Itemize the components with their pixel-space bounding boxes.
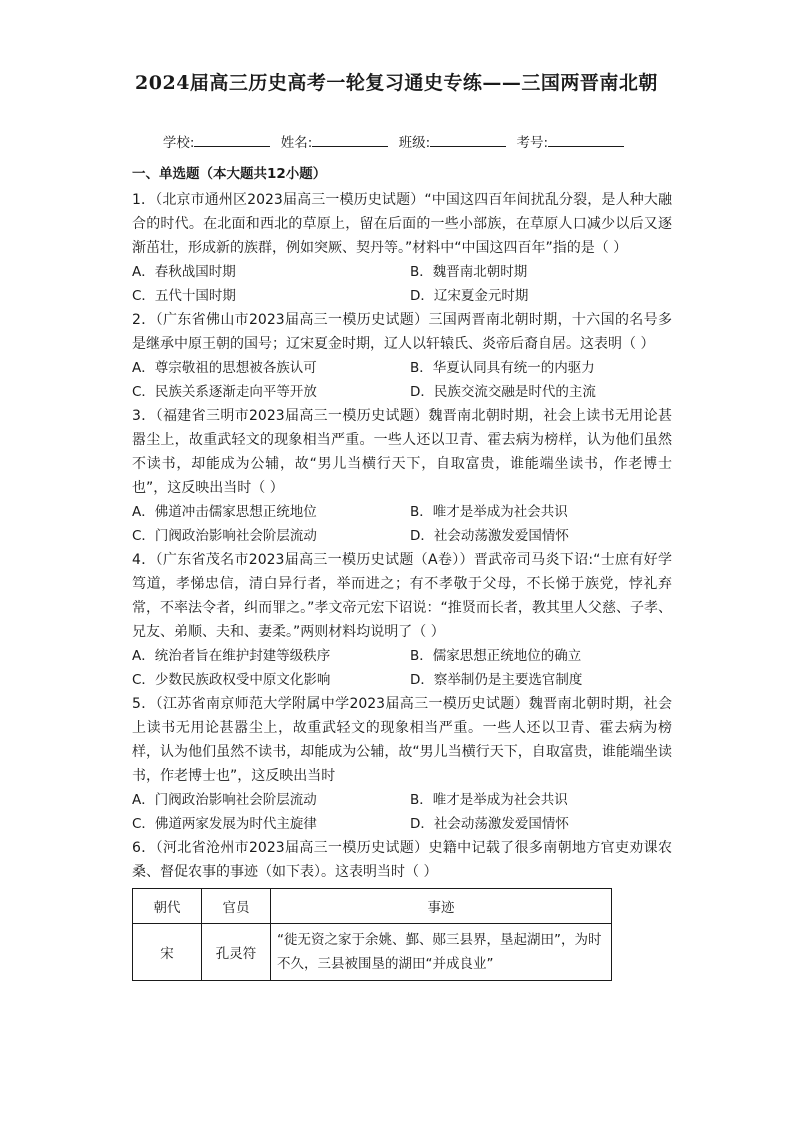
option-a[interactable]: A．统治者旨在维护封建等级秩序 bbox=[132, 648, 331, 664]
options bbox=[132, 788, 672, 836]
option-c[interactable]: C．五代十国时期 bbox=[132, 288, 236, 304]
options bbox=[132, 260, 672, 308]
option-a[interactable]: A．尊宗敬祖的思想被各族认可 bbox=[132, 360, 317, 376]
option-a[interactable]: A．佛道冲击儒家思想正统地位 bbox=[132, 504, 317, 520]
options bbox=[132, 644, 672, 692]
exam-no-blank[interactable] bbox=[548, 133, 624, 147]
option-b[interactable]: B．唯才是举成为社会共识 bbox=[410, 792, 568, 808]
class-blank[interactable] bbox=[430, 133, 506, 147]
option-d[interactable]: D．辽宋夏金元时期 bbox=[410, 288, 529, 304]
option-b[interactable]: B．华夏认同具有统一的内驱力 bbox=[410, 360, 595, 376]
question-stem: 1．（北京市通州区2023届高三一模历史试题）“中国这四百年间扰乱分裂，是人种大融合的时代。在北面和西北的草原上，留在后面的一些小部族，在草原人口减少以后又逐渐茁壮，形成新的族群，例如突厥、契丹等。”材料中“中国这四百年”指的是（ ） bbox=[132, 192, 672, 256]
options bbox=[132, 356, 672, 404]
header-deeds: 事迹 bbox=[271, 889, 612, 924]
question-1 bbox=[132, 188, 672, 308]
question-stem: 6．（河北省沧州市2023届高三一模历史试题）史籍中记载了很多南朝地方官吏劝课农桑、督促农事的事迹（如下表）。这表明当时（ ） bbox=[132, 840, 672, 880]
section-heading: 一、单选题（本大题共12小题） bbox=[132, 166, 327, 182]
option-a[interactable]: A．门阀政治影响社会阶层流动 bbox=[132, 792, 317, 808]
question-stem: 5．（江苏省南京师范大学附属中学2023届高三一模历史试题）魏晋南北朝时期，社会上读书无用论甚嚣尘上，故重武轻文的现象相当严重。一些人还以卫青、霍去病为榜样，认为他们虽然不读书，却能成为公辅，故“男儿当横行天下，自取富贵，谁能端坐读书，作老博士也”，这反映出当时 bbox=[132, 696, 672, 784]
option-c[interactable]: C．少数民族政权受中原文化影响 bbox=[132, 672, 331, 688]
options bbox=[132, 500, 672, 548]
question-4 bbox=[132, 548, 672, 692]
questions-container bbox=[132, 188, 672, 981]
question-3 bbox=[132, 404, 672, 548]
option-b[interactable]: B．魏晋南北朝时期 bbox=[410, 264, 528, 280]
cell-dynasty: 宋 bbox=[133, 924, 202, 981]
option-d[interactable]: D．社会动荡激发爱国情怀 bbox=[410, 816, 569, 832]
question-2 bbox=[132, 308, 672, 404]
school-label: 学校: bbox=[162, 135, 195, 151]
option-a[interactable]: A．春秋战国时期 bbox=[132, 264, 236, 280]
name-blank[interactable] bbox=[312, 133, 388, 147]
header-official: 官员 bbox=[202, 889, 271, 924]
student-info-line bbox=[0, 131, 793, 151]
page-title: 2024届高三历史高考一轮复习通史专练——三国两晋南北朝 bbox=[135, 72, 658, 94]
question-6 bbox=[132, 836, 672, 981]
option-c[interactable]: C．民族关系逐渐走向平等开放 bbox=[132, 384, 317, 400]
option-d[interactable]: D．民族交流交融是时代的主流 bbox=[410, 384, 596, 400]
header-dynasty: 朝代 bbox=[133, 889, 202, 924]
cell-deeds: “徙无资之家于余姚、鄞、郧三县界，垦起湖田”，为时不久，三县被围垦的湖田“并成良业” bbox=[271, 924, 612, 981]
question-stem: 3．（福建省三明市2023届高三一模历史试题）魏晋南北朝时期，社会上读书无用论甚嚣尘上，故重武轻文的现象相当严重。一些人还以卫青、霍去病为榜样，认为他们虽然不读书，却能成为公辅，故“男儿当横行天下，自取富贵，谁能端坐读书，作老博士也”，这反映出当时（ ） bbox=[132, 408, 672, 496]
option-b[interactable]: B．儒家思想正统地位的确立 bbox=[410, 648, 582, 664]
option-c[interactable]: C．佛道两家发展为时代主旋律 bbox=[132, 816, 317, 832]
school-blank[interactable] bbox=[194, 133, 270, 147]
question-stem: 2．（广东省佛山市2023届高三一模历史试题）三国两晋南北朝时期，十六国的名号多是继承中原王朝的国号；辽宋夏金时期，辽人以轩辕氏、炎帝后裔自居。这表明（ ） bbox=[132, 312, 672, 352]
class-label: 班级: bbox=[398, 135, 431, 151]
question-stem: 4．（广东省茂名市2023届高三一模历史试题（A卷））晋武帝司马炎下诏:“士庶有好学笃道，孝悌忠信，清白异行者，举而进之；有不孝敬于父母，不长悌于族党，悖礼弃常，不率法令者，纠而罪之。”孝文帝元宏下诏说：“推贤而长者，教其里人父慈、子孝、兄友、弟顺、夫和、妻柔。”两则材料均说明了（ ） bbox=[132, 552, 672, 640]
option-c[interactable]: C．门阀政治影响社会阶层流动 bbox=[132, 528, 317, 544]
cell-official: 孔灵符 bbox=[202, 924, 271, 981]
officials-table bbox=[132, 888, 612, 981]
table-header-row bbox=[133, 889, 612, 924]
table-row bbox=[133, 924, 612, 981]
question-5 bbox=[132, 692, 672, 836]
option-b[interactable]: B．唯才是举成为社会共识 bbox=[410, 504, 568, 520]
option-d[interactable]: D．社会动荡激发爱国情怀 bbox=[410, 528, 569, 544]
exam-no-label: 考号: bbox=[516, 135, 549, 151]
option-d[interactable]: D．察举制仍是主要选官制度 bbox=[410, 672, 583, 688]
name-label: 姓名: bbox=[280, 135, 313, 151]
